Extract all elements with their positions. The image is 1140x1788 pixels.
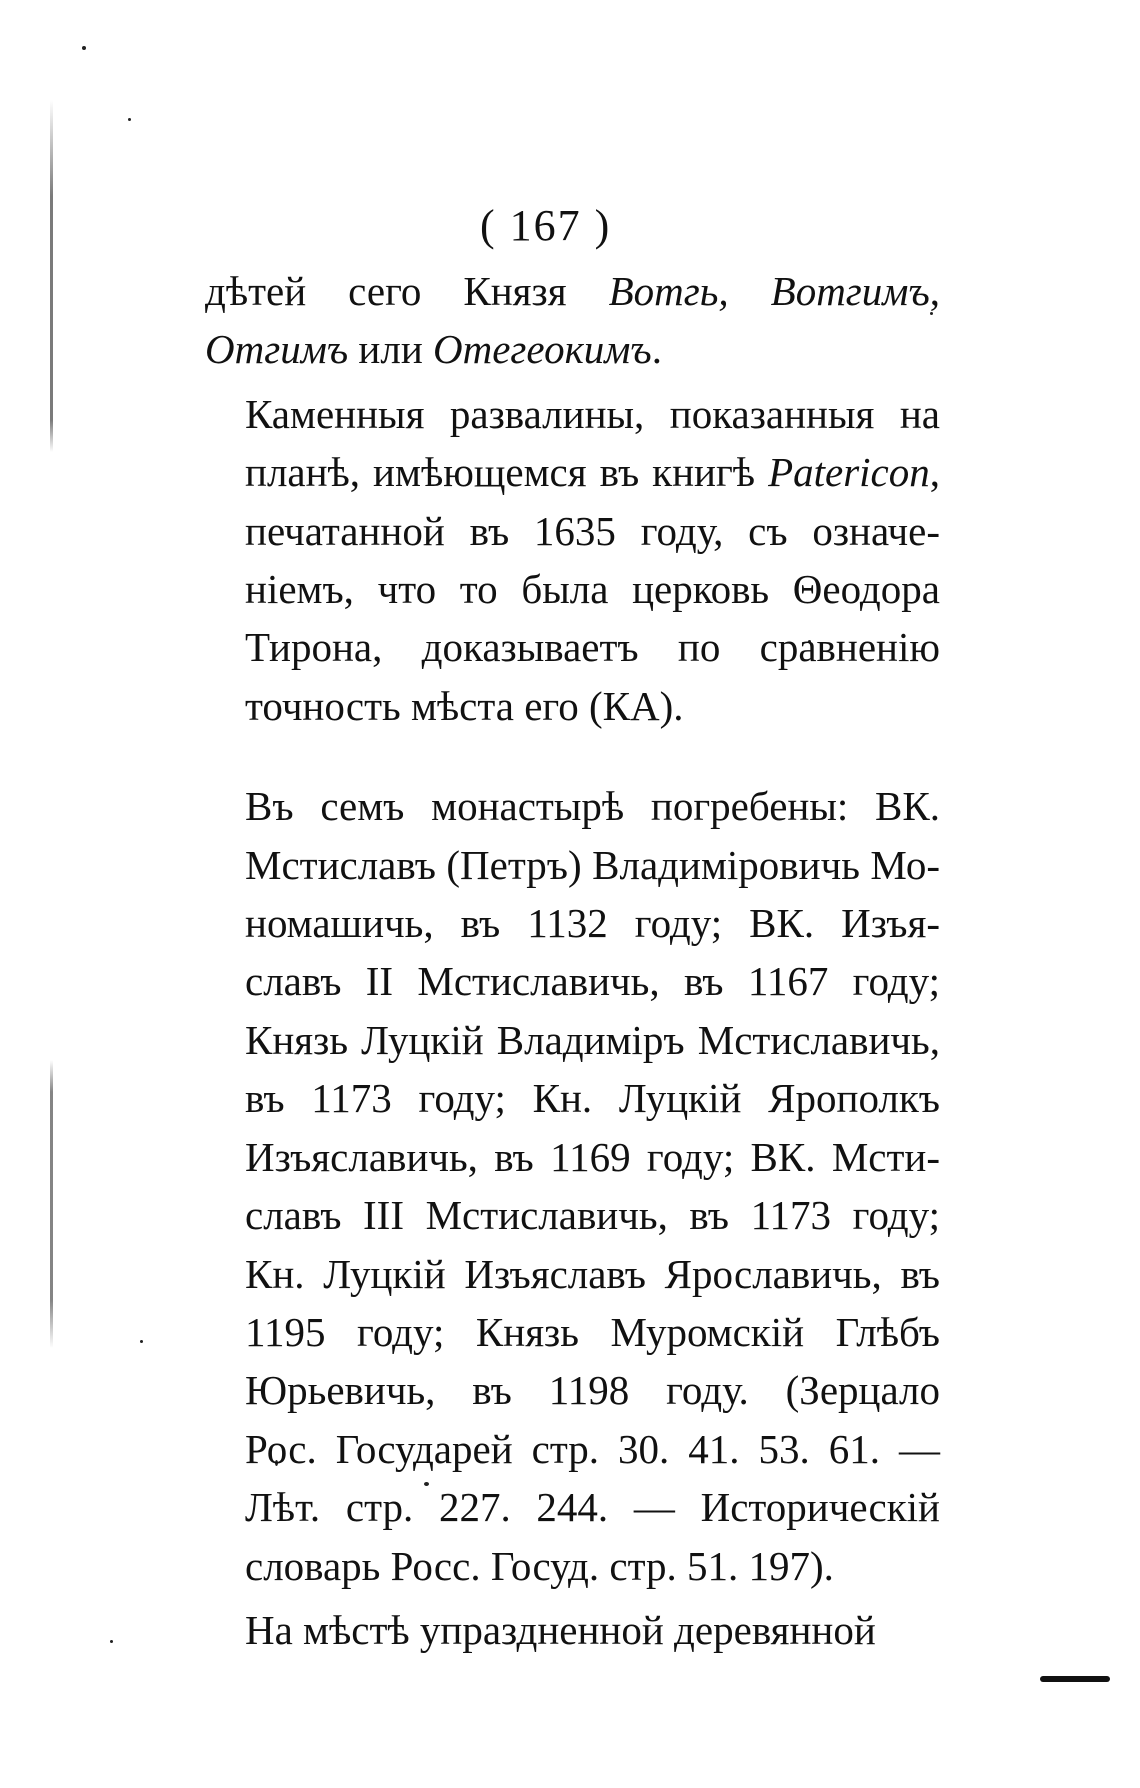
- print-speck: [82, 46, 86, 50]
- text-line: [205, 1478, 940, 1536]
- italic-text-run: Отегеокимъ: [433, 326, 652, 373]
- text-run: Изъяславичь, въ 1169 году; ВК. Мсти-: [245, 1133, 940, 1180]
- paragraph: [205, 385, 940, 735]
- paragraph: [205, 1601, 940, 1659]
- body-text: [205, 262, 940, 1659]
- text-line: [205, 385, 940, 443]
- text-run: 1195 году; Князь Муромскiй Глѣбъ: [245, 1308, 940, 1355]
- text-line: [205, 1186, 940, 1244]
- text-run: планѣ, имѣющемся въ книгѣ: [245, 449, 769, 496]
- text-run: Кн. Луцкiй Изъяславъ Ярославичь, въ: [245, 1250, 940, 1297]
- paragraph: [205, 777, 940, 1595]
- text-run: Рос. Государей стр. 30. 41. 53. 61. —: [245, 1425, 940, 1472]
- text-run: словарь Росс. Госуд. стр. 51. 197).: [245, 1542, 834, 1589]
- text-run: Каменныя развалины, показанныя на: [245, 390, 940, 437]
- text-run: дѣтей сего Князя: [205, 268, 609, 314]
- text-run: или: [348, 326, 434, 373]
- text-line: [205, 836, 940, 894]
- text-line: [205, 618, 940, 676]
- text-run: въ 1173 году; Кн. Луцкiй Ярополкъ: [245, 1075, 940, 1122]
- text-run: Тирона, доказываетъ по сравненiю: [245, 624, 940, 671]
- text-line: [205, 502, 940, 560]
- page-edge-mark: [1040, 1676, 1110, 1682]
- text-run: Юрьевичь, въ 1198 году. (Зерцало: [245, 1367, 940, 1414]
- italic-text-run: Отгимъ: [205, 326, 349, 373]
- text-run: точность мѣста его (КА).: [245, 682, 684, 729]
- text-run: печатанной въ 1635 году, съ означе-: [245, 507, 940, 554]
- text-run: Лѣт. стр. 227. 244. — Историческiй: [245, 1484, 940, 1531]
- binding-edge-shadow: [50, 100, 53, 1700]
- text-run: нiемъ, что то была церковь Θеодора: [245, 566, 940, 613]
- print-speck: [110, 1640, 113, 1643]
- italic-text-run: Вотгь, Вотгимъ: [608, 268, 930, 314]
- text-line: [205, 1361, 940, 1419]
- text-line: [205, 443, 940, 501]
- text-line: [205, 1537, 940, 1595]
- text-line: [205, 1601, 940, 1659]
- text-line: [205, 952, 940, 1010]
- text-line: [205, 777, 940, 835]
- text-run: номашичь, въ 1132 году; ВК. Изъя-: [245, 900, 940, 947]
- text-run: Въ семъ монастырѣ погребены: ВК.: [245, 783, 940, 830]
- text-line: [205, 894, 940, 952]
- text-run: ,: [929, 268, 940, 314]
- text-run: Мстиславъ (Петръ) Владимiровичь Мо-: [245, 841, 940, 888]
- paragraph: [205, 262, 940, 379]
- page-number: ( 167 ): [480, 201, 612, 250]
- text-run: славъ II Мстиславичь, въ 1167 году;: [245, 958, 940, 1005]
- text-line: [205, 1303, 940, 1361]
- print-speck: [140, 1340, 143, 1343]
- text-line: [205, 1128, 940, 1186]
- text-line: [205, 1011, 940, 1069]
- italic-text-run: Patericon: [768, 449, 930, 496]
- text-run: На мѣстѣ упраздненной деревянной: [245, 1606, 876, 1653]
- text-line: [205, 560, 940, 618]
- text-run: Князь Луцкiй Владимiръ Мстиславичь,: [245, 1016, 940, 1063]
- text-line: [205, 262, 940, 320]
- text-run: ,: [929, 449, 940, 496]
- text-line: [205, 677, 940, 735]
- text-run: .: [651, 326, 662, 373]
- text-line: [205, 320, 940, 378]
- print-speck: [128, 118, 131, 121]
- text-line: [205, 1069, 940, 1127]
- text-line: [205, 1245, 940, 1303]
- text-run: славъ III Мстиславичь, въ 1173 году;: [245, 1192, 940, 1239]
- text-line: [205, 1420, 940, 1478]
